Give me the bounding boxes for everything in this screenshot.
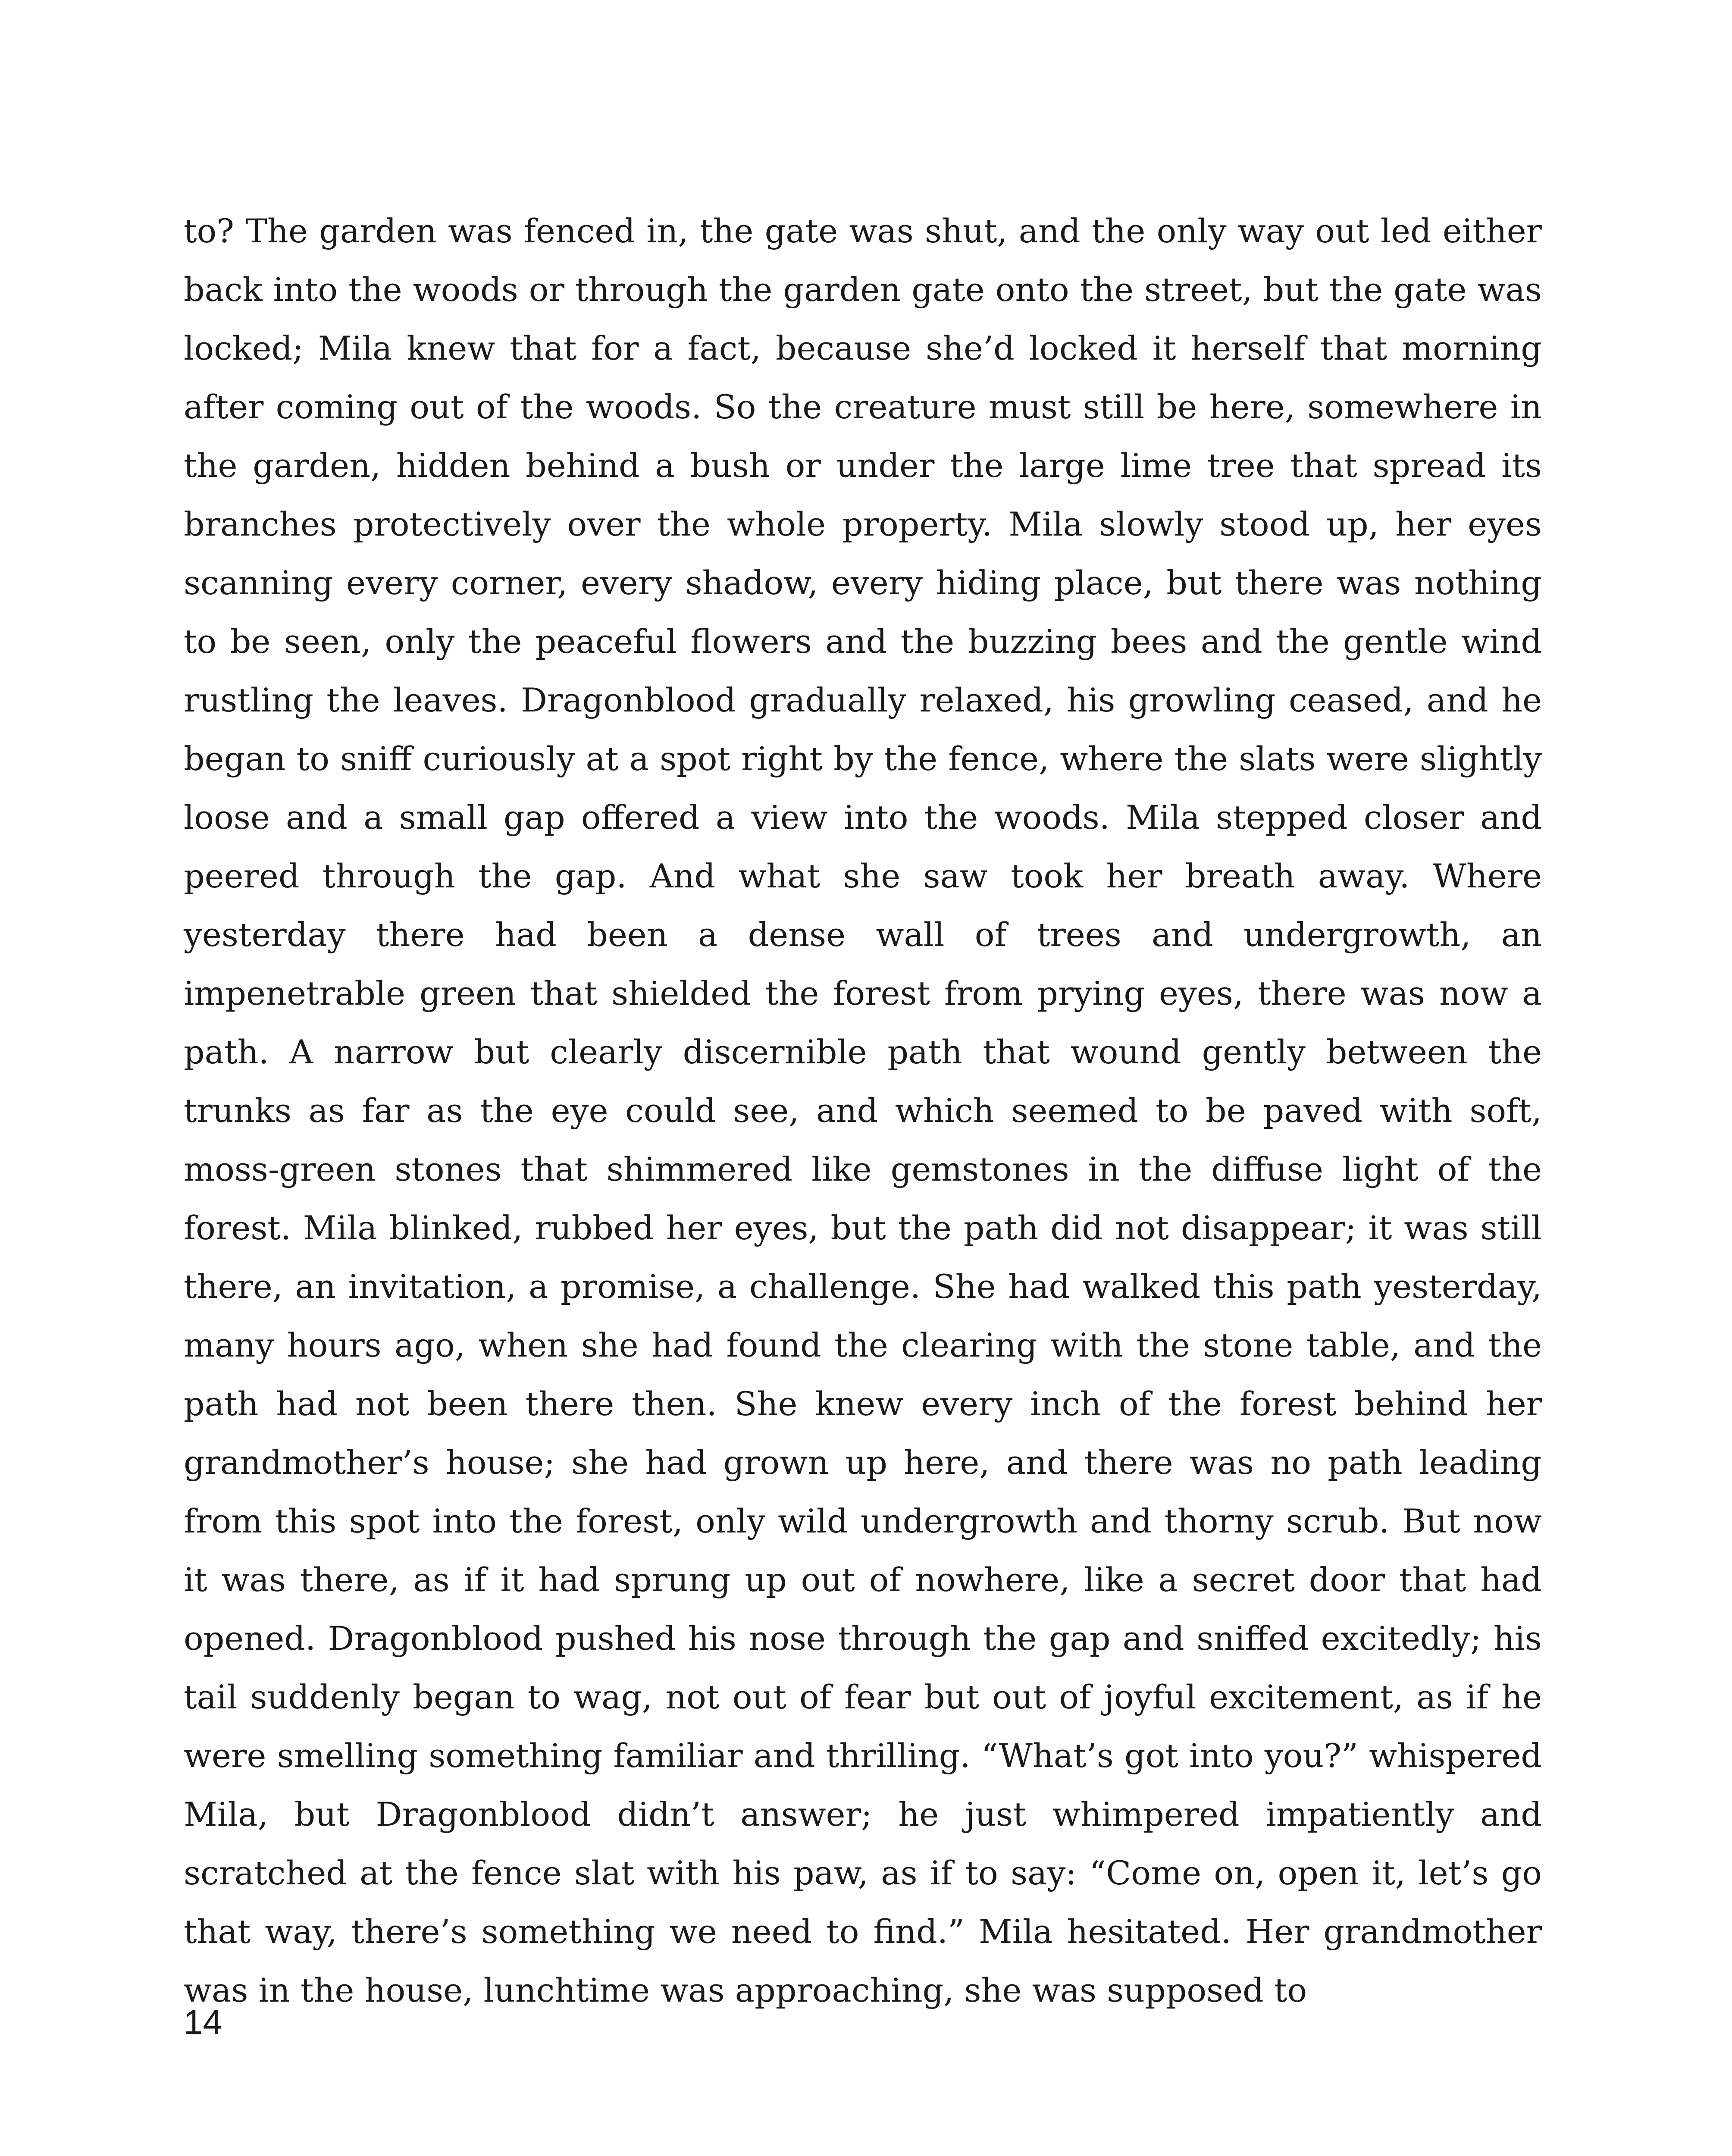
page-number: 14	[184, 2003, 222, 2041]
body-paragraph: to? The garden was fenced in, the gate was shut, and the only way out led either back into the woods or through the garden gate onto the street, but the gate was locked; Mila knew that for a fact, because she’d locked it herself that morning after coming out of the woods. So the creature must still be here, somewhere in the garden, hidden behind a bush or under the large lime tree that spread its branches protectively over the whole property. Mila slowly stood up, her eyes scanning every corner, every shadow, every hiding place, but there was nothing to be seen, only the peaceful flowers and the buzzing bees and the gentle wind rustling the leaves. Dragonblood gradually relaxed, his growling ceased, and he began to sniff curiously at a spot right by the fence, where the slats were slightly loose and a small gap offered a view into the woods. Mila stepped closer and peered through the gap. And what she saw took her breath away. Where yesterday there had been a dense wall of trees and undergrowth, an impenetrable green that shielded the forest from prying eyes, there was now a path. A narrow but clearly discernible path that wound gently between the trunks as far as the eye could see, and which seemed to be paved with soft, moss-green stones that shimmered like gemstones in the diffuse light of the forest. Mila blinked, rubbed her eyes, but the path did not disappear; it was still there, an invitation, a promise, a challenge. She had walked this path yesterday, many hours ago, when she had found the clearing with the stone table, and the path had not been there then. She knew every inch of the forest behind her grandmother’s house; she had grown up here, and there was no path leading from this spot into the forest, only wild undergrowth and thorny scrub. But now it was there, as if it had sprung up out of nowhere, like a secret door that had opened. Dragonblood pushed his nose through the gap and sniffed excitedly; his tail suddenly began to wag, not out of fear but out of joyful excitement, as if he were smelling something familiar and thrilling. “What’s got into you?” whispered Mila, but Dragonblood didn’t answer; he just whimpered impatiently and scratched at the fence slat with his paw, as if to say: “Come on, open it, let’s go that way, there’s something we need to find.” Mila hesitated. Her grandmother was in the house, lunchtime was approaching, she was supposed to	[184, 212, 1542, 2009]
